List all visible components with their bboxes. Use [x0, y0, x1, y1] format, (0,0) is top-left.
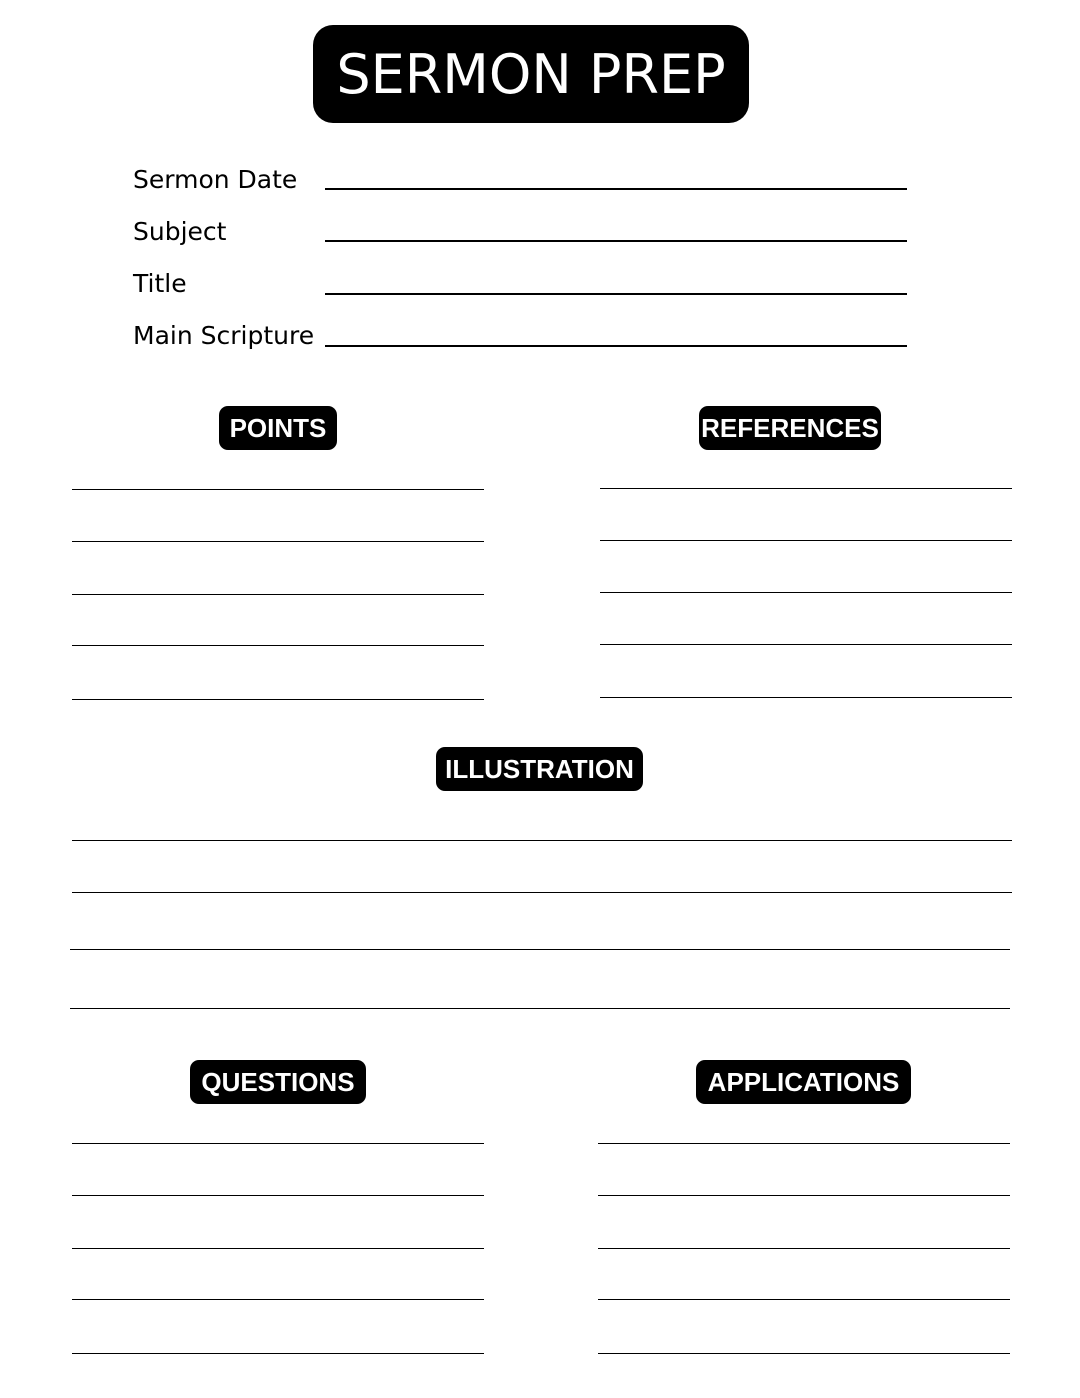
references-line-5[interactable] — [600, 697, 1012, 698]
illustration-line-4[interactable] — [70, 1008, 1010, 1009]
main-scripture-label: Main Scripture — [133, 321, 315, 350]
points-line-4[interactable] — [72, 645, 484, 646]
applications-line-4[interactable] — [598, 1299, 1010, 1300]
references-line-4[interactable] — [600, 644, 1012, 645]
questions-line-2[interactable] — [72, 1195, 484, 1196]
questions-heading: QUESTIONS — [201, 1066, 355, 1097]
applications-line-3[interactable] — [598, 1248, 1010, 1249]
points-line-1[interactable] — [72, 489, 484, 490]
applications-line-5[interactable] — [598, 1353, 1010, 1354]
illustration-badge — [436, 747, 643, 791]
points-heading: POINTS — [229, 412, 327, 443]
page-title-banner — [313, 25, 749, 123]
title-label: Title — [133, 269, 187, 298]
points-line-3[interactable] — [72, 594, 484, 595]
subject-label: Subject — [133, 217, 227, 246]
illustration-line-2[interactable] — [72, 892, 1012, 893]
sermon-date-label: Sermon Date — [133, 165, 298, 194]
questions-line-5[interactable] — [72, 1353, 484, 1354]
references-line-3[interactable] — [600, 592, 1012, 593]
points-badge — [219, 406, 337, 450]
questions-line-3[interactable] — [72, 1248, 484, 1249]
references-heading: REFERENCES — [701, 412, 879, 443]
points-line-5[interactable] — [72, 699, 484, 700]
points-line-2[interactable] — [72, 541, 484, 542]
questions-line-1[interactable] — [72, 1143, 484, 1144]
subject-field[interactable] — [325, 240, 907, 242]
illustration-line-3[interactable] — [70, 949, 1010, 950]
page-title: SERMON PREP — [336, 42, 726, 106]
illustration-heading: ILLUSTRATION — [445, 753, 634, 784]
applications-line-1[interactable] — [598, 1143, 1010, 1144]
references-line-2[interactable] — [600, 540, 1012, 541]
questions-line-4[interactable] — [72, 1299, 484, 1300]
sermon-date-field[interactable] — [325, 188, 907, 190]
questions-badge — [190, 1060, 366, 1104]
title-field[interactable] — [325, 293, 907, 295]
main-scripture-field[interactable] — [325, 345, 907, 347]
applications-heading: APPLICATIONS — [707, 1066, 900, 1097]
references-line-1[interactable] — [600, 488, 1012, 489]
illustration-line-1[interactable] — [72, 840, 1012, 841]
references-badge — [699, 406, 881, 450]
applications-line-2[interactable] — [598, 1195, 1010, 1196]
applications-badge — [696, 1060, 911, 1104]
